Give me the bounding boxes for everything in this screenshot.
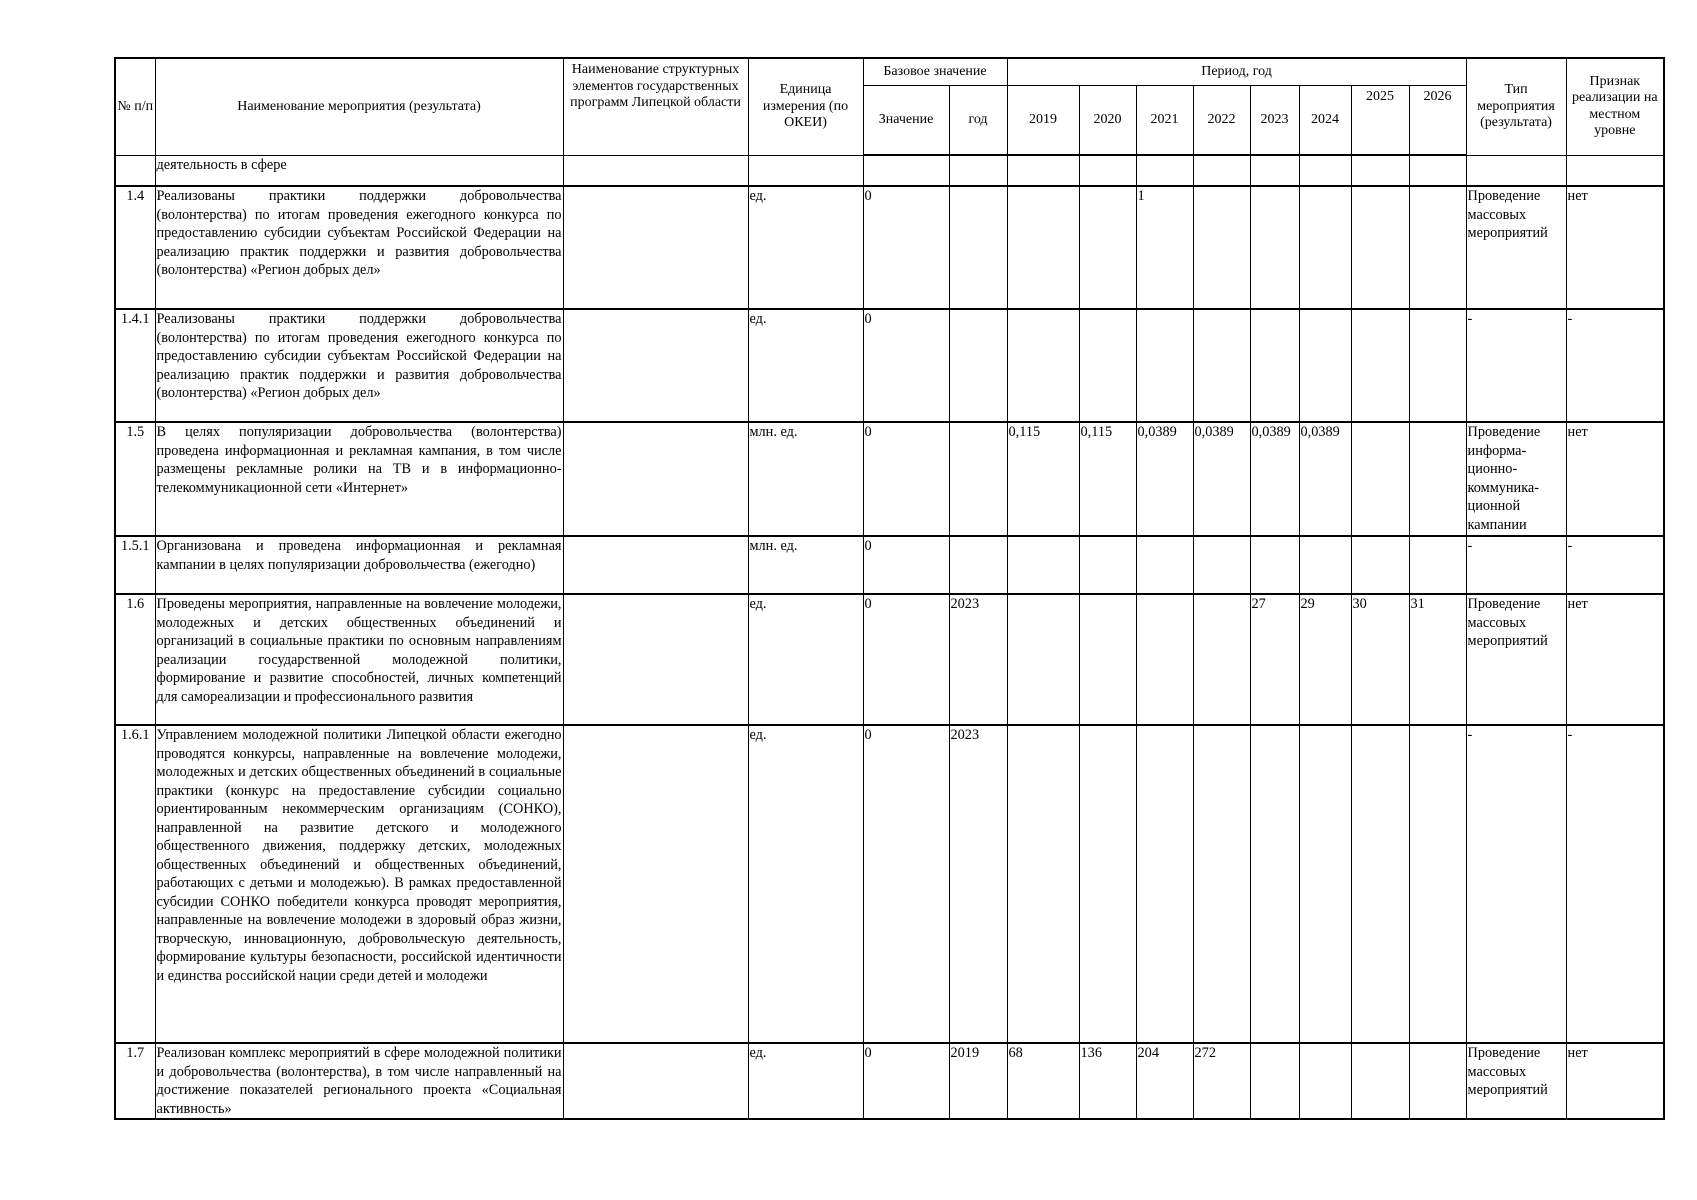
row-struct — [563, 725, 748, 1043]
row-unit: млн. ед. — [748, 536, 863, 594]
row-year-2022 — [1193, 594, 1250, 725]
row-year-2019 — [1007, 536, 1079, 594]
header-year-2023: 2023 — [1250, 85, 1299, 155]
row-name: Проведены мероприятия, направленные на вовлечение молодежи, молодежных и детских общественных объединений и организаций в социальные практики по основным направлениям реализации государственной молодежной политики, формирование и развитие способностей, личных компетенций для самореализации и профессионального развития — [155, 594, 563, 725]
row-year-2025 — [1351, 309, 1409, 422]
row-year-2020: 0,115 — [1079, 422, 1136, 536]
row-year-2021 — [1136, 725, 1193, 1043]
row-base-year: 2023 — [949, 594, 1007, 725]
row-local: - — [1566, 309, 1664, 422]
row-base-year — [949, 422, 1007, 536]
row-year-2019 — [1007, 594, 1079, 725]
row-number: 1.5.1 — [115, 536, 155, 594]
header-base-year: год — [949, 85, 1007, 155]
row-type: Проведение массовых мероприятий — [1466, 186, 1566, 309]
row-type: Проведение массовых мероприятий — [1466, 594, 1566, 725]
row-base-value: 0 — [863, 186, 949, 309]
row-year-2025 — [1351, 422, 1409, 536]
row-year-2023 — [1250, 155, 1299, 186]
row-number: 1.4.1 — [115, 309, 155, 422]
header-period: Период, год — [1007, 58, 1466, 85]
row-number: 1.4 — [115, 186, 155, 309]
row-base-year — [949, 186, 1007, 309]
header-type: Тип мероприятия (результата) — [1466, 58, 1566, 155]
header-year-2024: 2024 — [1299, 85, 1351, 155]
row-year-2025 — [1351, 536, 1409, 594]
row-name: Организована и проведена информационная и рекламная кампании в целях популяризации добровольчества (ежегодно) — [155, 536, 563, 594]
table-row — [115, 422, 1664, 536]
row-year-2024: 29 — [1299, 594, 1351, 725]
row-number: 1.6 — [115, 594, 155, 725]
row-base-value: 0 — [863, 536, 949, 594]
row-base-value — [863, 155, 949, 186]
row-year-2024 — [1299, 1043, 1351, 1119]
header-num: № п/п — [115, 58, 155, 155]
row-year-2024 — [1299, 725, 1351, 1043]
header-name: Наименование мероприятия (результата) — [155, 58, 563, 155]
row-year-2026 — [1409, 536, 1466, 594]
header-base-value: Значение — [863, 85, 949, 155]
row-year-2020: 136 — [1079, 1043, 1136, 1119]
row-year-2020 — [1079, 594, 1136, 725]
row-year-2026: 31 — [1409, 594, 1466, 725]
row-year-2019 — [1007, 309, 1079, 422]
row-struct — [563, 155, 748, 186]
row-year-2022: 272 — [1193, 1043, 1250, 1119]
row-year-2023 — [1250, 536, 1299, 594]
row-local: - — [1566, 536, 1664, 594]
row-year-2023 — [1250, 186, 1299, 309]
row-year-2022 — [1193, 725, 1250, 1043]
row-name: Реализован комплекс мероприятий в сфере молодежной политики и добровольчества (волонтерства), в том числе направленный на достижение показателей регионального проекта «Социальная активность» — [155, 1043, 563, 1119]
row-unit: ед. — [748, 594, 863, 725]
header-year-2019: 2019 — [1007, 85, 1079, 155]
row-year-2022 — [1193, 186, 1250, 309]
row-year-2022 — [1193, 155, 1250, 186]
row-unit: ед. — [748, 186, 863, 309]
row-local: нет — [1566, 186, 1664, 309]
header-row-1 — [115, 58, 1664, 85]
row-type: - — [1466, 536, 1566, 594]
row-year-2023: 27 — [1250, 594, 1299, 725]
row-year-2023 — [1250, 1043, 1299, 1119]
row-year-2019: 68 — [1007, 1043, 1079, 1119]
header-year-2020: 2020 — [1079, 85, 1136, 155]
row-number: 1.5 — [115, 422, 155, 536]
row-year-2026 — [1409, 725, 1466, 1043]
row-local: нет — [1566, 422, 1664, 536]
row-year-2023 — [1250, 725, 1299, 1043]
table-row — [115, 309, 1664, 422]
table-row — [115, 155, 1664, 186]
row-year-2025 — [1351, 155, 1409, 186]
row-year-2022: 0,0389 — [1193, 422, 1250, 536]
row-base-value: 0 — [863, 422, 949, 536]
row-year-2026 — [1409, 155, 1466, 186]
header-base: Базовое значение — [863, 58, 1007, 85]
row-type: Проведение информа-ционно-коммуника-ционной кампании — [1466, 422, 1566, 536]
row-struct — [563, 594, 748, 725]
row-struct — [563, 309, 748, 422]
row-year-2019 — [1007, 155, 1079, 186]
row-number: 1.6.1 — [115, 725, 155, 1043]
row-base-year — [949, 309, 1007, 422]
table-header — [115, 58, 1664, 155]
row-year-2023: 0,0389 — [1250, 422, 1299, 536]
row-year-2022 — [1193, 309, 1250, 422]
table-row — [115, 1043, 1664, 1119]
row-local: - — [1566, 725, 1664, 1043]
row-base-value: 0 — [863, 594, 949, 725]
row-year-2020 — [1079, 186, 1136, 309]
measures-table — [114, 57, 1665, 1120]
table-row — [115, 725, 1664, 1043]
row-year-2024 — [1299, 309, 1351, 422]
table-body — [115, 155, 1664, 1119]
row-type — [1466, 155, 1566, 186]
row-base-year: 2023 — [949, 725, 1007, 1043]
row-year-2024 — [1299, 536, 1351, 594]
row-base-value: 0 — [863, 1043, 949, 1119]
row-year-2021: 204 — [1136, 1043, 1193, 1119]
row-year-2020 — [1079, 309, 1136, 422]
row-year-2021: 1 — [1136, 186, 1193, 309]
header-year-2025: 2025 — [1351, 85, 1409, 155]
row-year-2021 — [1136, 155, 1193, 186]
row-year-2026 — [1409, 309, 1466, 422]
header-year-2022: 2022 — [1193, 85, 1250, 155]
header-local: Признак реализации на местном уровне — [1566, 58, 1664, 155]
row-name: Реализованы практики поддержки добровольчества (волонтерства) по итогам проведения ежегодного конкурса по предоставлению субсидии субъектам Российской Федерации на реализацию практик поддержки и развития добровольчества (волонтерства) «Регион добрых дел» — [155, 309, 563, 422]
row-year-2026 — [1409, 186, 1466, 309]
row-local: нет — [1566, 1043, 1664, 1119]
row-year-2025: 30 — [1351, 594, 1409, 725]
header-struct: Наименование структурных элементов государственных программ Липецкой области — [563, 58, 748, 155]
row-unit: ед. — [748, 725, 863, 1043]
row-local — [1566, 155, 1664, 186]
row-year-2025 — [1351, 1043, 1409, 1119]
row-base-value: 0 — [863, 725, 949, 1043]
row-unit: ед. — [748, 309, 863, 422]
row-year-2021 — [1136, 536, 1193, 594]
row-struct — [563, 422, 748, 536]
row-base-year — [949, 155, 1007, 186]
row-struct — [563, 1043, 748, 1119]
row-year-2022 — [1193, 536, 1250, 594]
row-name: В целях популяризации добровольчества (волонтерства) проведена информационная и рекламная кампания, в том числе размещены рекламные ролики на ТВ и в информационно-телекоммуникационной сети «Интернет» — [155, 422, 563, 536]
row-year-2019: 0,115 — [1007, 422, 1079, 536]
table-row — [115, 594, 1664, 725]
row-year-2025 — [1351, 725, 1409, 1043]
row-struct — [563, 536, 748, 594]
row-type: Проведение массовых мероприятий — [1466, 1043, 1566, 1119]
row-name: Реализованы практики поддержки добровольчества (волонтерства) по итогам проведения ежегодного конкурса по предоставлению субсидии субъектам Российской Федерации на реализацию практик поддержки и развития добровольчества (волонтерства) «Регион добрых дел» — [155, 186, 563, 309]
row-year-2021 — [1136, 309, 1193, 422]
row-year-2020 — [1079, 155, 1136, 186]
row-unit: млн. ед. — [748, 422, 863, 536]
row-year-2026 — [1409, 1043, 1466, 1119]
row-struct — [563, 186, 748, 309]
row-base-year: 2019 — [949, 1043, 1007, 1119]
row-year-2024: 0,0389 — [1299, 422, 1351, 536]
row-name: Управлением молодежной политики Липецкой области ежегодно проводятся конкурсы, направленные на вовлечение молодежи, молодежных и детских общественных объединений в социальные практики (конкурс на предоставление субсидии социально ориентированным некоммерческим организациям (СОНКО), направленной на развитие детского и молодежного общественного движения, поддержку детских, молодежных общественных объединений и общественных объединений, работающих с детьми и молодежью). В рамках предоставленной субсидии СОНКО победители конкурса проводят мероприятия, направленные на вовлечение молодежи в здоровый образ жизни, творческую, инновационную, добровольческую деятельность, формирование культуры безопасности, российской идентичности и единства российской нации среди детей и молодежи — [155, 725, 563, 1043]
row-unit: ед. — [748, 1043, 863, 1119]
row-local: нет — [1566, 594, 1664, 725]
row-unit — [748, 155, 863, 186]
table-row — [115, 186, 1664, 309]
row-year-2021: 0,0389 — [1136, 422, 1193, 536]
row-name: деятельность в сфере — [155, 155, 563, 186]
row-number — [115, 155, 155, 186]
row-number: 1.7 — [115, 1043, 155, 1119]
row-year-2024 — [1299, 186, 1351, 309]
row-year-2025 — [1351, 186, 1409, 309]
row-year-2023 — [1250, 309, 1299, 422]
row-base-value: 0 — [863, 309, 949, 422]
row-year-2026 — [1409, 422, 1466, 536]
row-year-2019 — [1007, 725, 1079, 1043]
row-year-2019 — [1007, 186, 1079, 309]
row-type: - — [1466, 309, 1566, 422]
row-type: - — [1466, 725, 1566, 1043]
row-base-year — [949, 536, 1007, 594]
row-year-2020 — [1079, 725, 1136, 1043]
row-year-2021 — [1136, 594, 1193, 725]
header-year-2021: 2021 — [1136, 85, 1193, 155]
table-row — [115, 536, 1664, 594]
row-year-2024 — [1299, 155, 1351, 186]
header-unit: Единица измерения (по ОКЕИ) — [748, 58, 863, 155]
row-year-2020 — [1079, 536, 1136, 594]
header-year-2026: 2026 — [1409, 85, 1466, 155]
